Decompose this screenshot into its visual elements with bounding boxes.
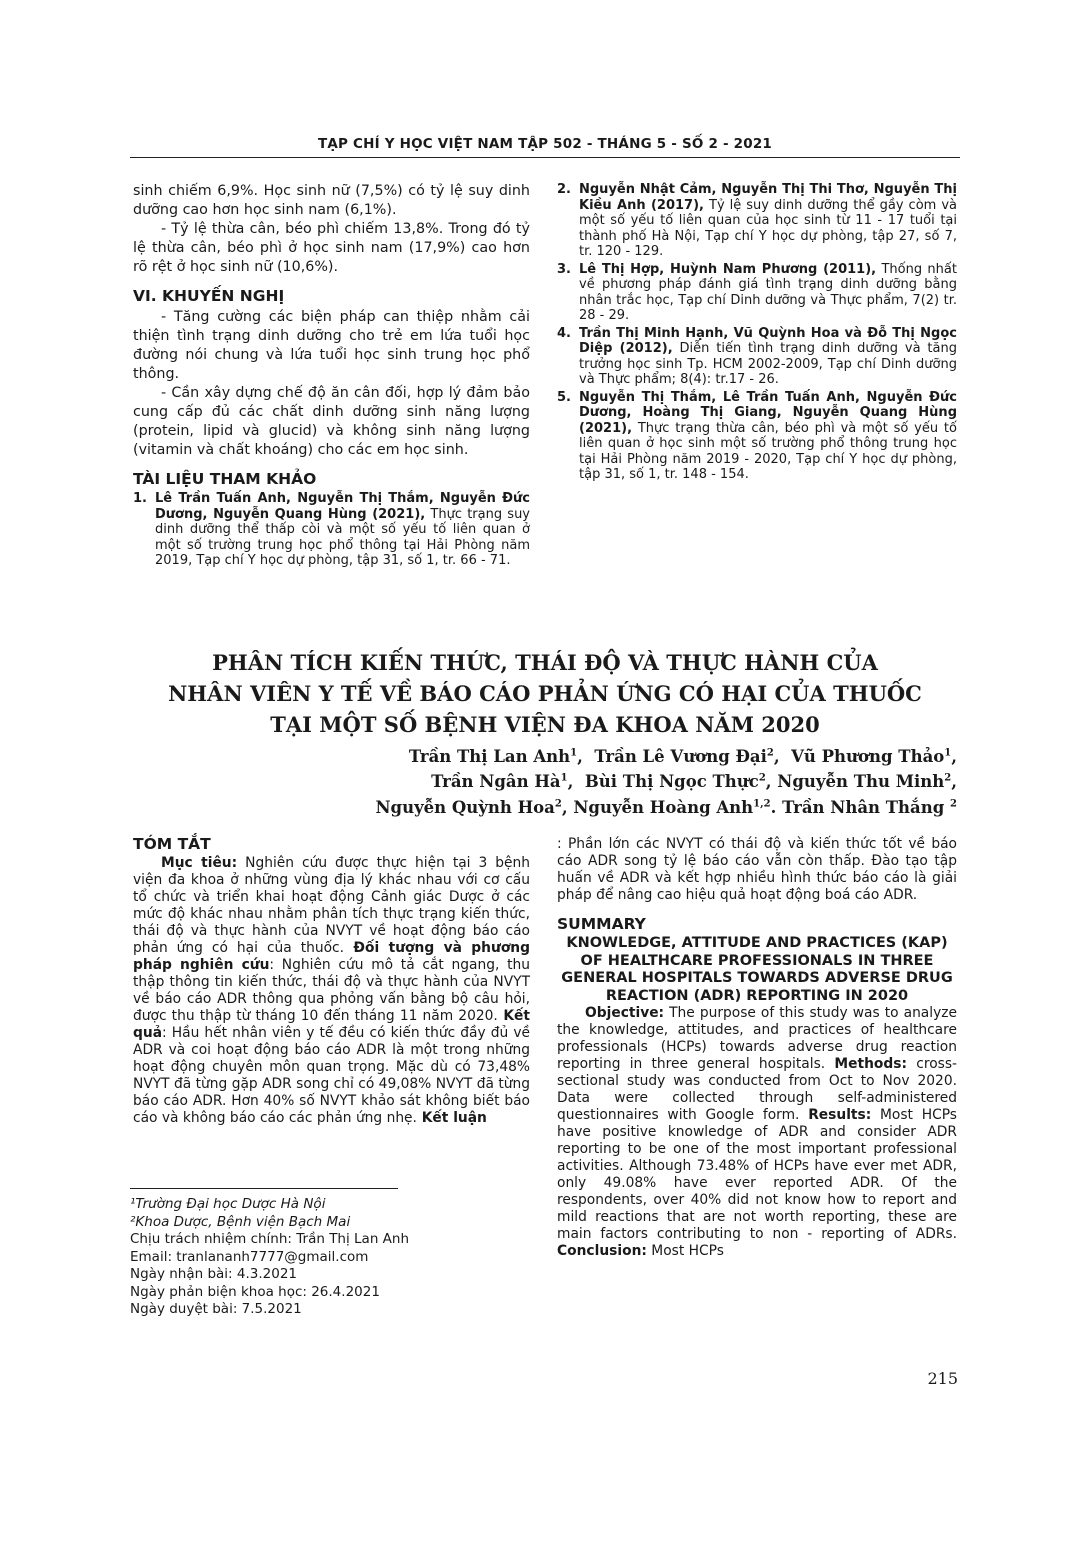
abstract-vi-conclusion: : Phần lớn các NVYT có thái độ và kiến thức tốt về báo cáo ADR song tỷ lệ báo cáo vẫn còn thấp. Đào tạo tập huấn về ADR và kết hợp nhiều hình thức báo cáo là giải pháp để nâng cao hiệu quả hoạt động boá cáo ADR.	[557, 836, 957, 903]
abstract-vi	[133, 836, 530, 1127]
author-line-1: Trần Thị Lan Anh$^1$, Trần Lê Vương Đại$^2$, Vũ Phương Thảo$^1$,	[408, 747, 957, 766]
paragraph: sinh chiếm 6,9%. Học sinh nữ (7,5%) có tỷ lệ suy dinh dưỡng cao hơn học sinh nam (6,1%).	[133, 183, 530, 218]
date-reviewed: Ngày phản biện khoa học: 26.4.2021	[130, 1283, 380, 1300]
reference-item: 5. Nguyễn Thị Thắm, Lê Trần Tuấn Anh, Nguyễn Đức Dương, Hoàng Thị Giang, Nguyễn Quang Hùng (2021), Thực trạng thừa cân, béo phì và một số yếu tố liên quan ở học sinh một số trường phổ thông trung học tại Hải Phòng năm 2019 - 2020, Tạp chí Y học dự phòng, tập 31, số 1, tr. 148 - 154.	[557, 389, 957, 482]
affiliation-2: ²Khoa Dược, Bệnh viện Bạch Mai	[130, 1213, 351, 1230]
summary-text: Objective: The purpose of this study was to analyze the knowledge, attitudes, and practices of healthcare professionals (HCPs) towards adverse drug reaction reporting in three general hospitals. Methods: cross-sectional study was conducted from Oct to Nov 2020. Data were collected through self-administered questionnaires with Google form. Results: Most HCPs have positive knowledge of ADR and consider ADR reporting to be one of the most important professional activities. Although 73.48% of HCPs have ever met ADR, only 49.08% have ever reported ADR. Of the respondents, over 40% did not know how to report and mild reactions that are not worth reporting, these are main factors contributing to non - reporting of ADRs. Conclusion: Most HCPs	[557, 1005, 958, 1259]
reference-item: 3. Lê Thị Hợp, Huỳnh Nam Phương (2011), Thống nhất về phương pháp đánh giá tình trạng dinh dưỡng bằng nhân trắc học, Tạp chí Dinh dưỡng và Thực phẩm, 7(2) tr. 28 - 29.	[557, 261, 957, 323]
summary-heading: SUMMARY	[557, 915, 646, 933]
date-accepted: Ngày duyệt bài: 7.5.2021	[130, 1301, 302, 1317]
affiliation-1: ¹Trường Đại học Dược Hà Nội	[130, 1196, 326, 1212]
left-column-top	[133, 182, 530, 569]
article-title: PHÂN TÍCH KIẾN THỨC, THÁI ĐỘ VÀ THỰC HÀNH CỦA NHÂN VIÊN Y TẾ VỀ BÁO CÁO PHẢN ỨNG CÓ HẠI CỦA THUỐC TẠI MỘT SỐ BỆNH VIỆN ĐA KHOA NĂM 2020	[168, 650, 922, 737]
paragraph: - Tỷ lệ thừa cân, béo phì chiếm 13,8%. Trong đó tỷ lệ thừa cân, béo phì ở học sinh nam (17,9%) cao hơn rõ rệt ở học sinh nữ (10,6%).	[133, 221, 530, 275]
right-column-references	[557, 182, 957, 483]
abstract-heading: TÓM TẮT	[133, 835, 211, 853]
section-heading-recommend: VI. KHUYẾN NGHỊ	[133, 287, 285, 305]
summary-title: KNOWLEDGE, ATTITUDE AND PRACTICES (KAP) OF HEALTHCARE PROFESSIONALS IN THREE GENERAL HOSPITALS TOWARDS ADVERSE DRUG REACTION (ADR) REPORTING IN 2020	[561, 935, 953, 1004]
email: Email: tranlananh7777@gmail.com	[130, 1248, 369, 1265]
date-received: Ngày nhận bài: 4.3.2021	[130, 1266, 298, 1282]
corresponding-author: Chịu trách nhiệm chính: Trần Thị Lan Anh	[130, 1231, 410, 1247]
page-number: 215	[927, 1369, 958, 1388]
footnote-rule	[130, 1188, 398, 1189]
author-line-3: Nguyễn Quỳnh Hoa$^2$, Nguyễn Hoàng Anh$^{1,2}$. Trần Nhân Thắng $^2$	[375, 798, 957, 817]
reference-item: 4. Trần Thị Minh Hạnh, Vũ Quỳnh Hoa và Đỗ Thị Ngọc Diệp (2012), Diễn tiến tình trạng dinh dưỡng và tăng trưởng học sinh Tp. HCM 2002-2009, Tạp chí Dinh dưỡng và Thực phẩm; 8(4): tr.17 - 26.	[557, 325, 957, 387]
header-rule	[130, 157, 960, 158]
abstract-right-column	[557, 836, 957, 1260]
reference-item: 1. Lê Trần Tuấn Anh, Nguyễn Thị Thắm, Nguyễn Đức Dương, Nguyễn Quang Hùng (2021), Thực trạng suy dinh dưỡng thể thấp còi và một số yếu tố liên quan ở một số trường trung học phổ thông tại Hải Phòng năm 2019, Tạp chí Y học dự phòng, tập 31, số 1, tr. 66 - 71.	[133, 491, 531, 568]
section-heading-references: TÀI LIỆU THAM KHẢO	[133, 470, 317, 488]
reference-item: 2. Nguyễn Nhật Cảm, Nguyễn Thị Thi Thơ, Nguyễn Thị Kiều Anh (2017), Tỷ lệ suy dinh dưỡng thể gầy còm và một số yếu tố liên quan của học sinh từ 11 - 17 tuổi tại thành phố Hà Nội, Tạp chí Y học dự phòng, tập 27, số 7, tr. 120 - 129.	[557, 182, 957, 259]
paragraph: - Cần xây dựng chế độ ăn cân đối, hợp lý đảm bảo cung cấp đủ các chất dinh dưỡng sinh năng lượng (protein, lipid và glucid) và không sinh năng lượng (vitamin và chất khoáng) cho các em học sinh.	[133, 385, 530, 458]
footnotes	[130, 1196, 530, 1319]
abstract-vi-text: Mục tiêu: Nghiên cứu được thực hiện tại 3 bệnh viện đa khoa ở những vùng địa lý khác nhau với cơ cấu tổ chức và triển khai hoạt động Cảnh giác Dược ở các mức độ khác nhau nhằm phân tích thực trạng kiến thức, thái độ và thực hành của NVYT về hoạt động báo cáo phản ứng có hại của thuốc. Đối tượng và phương pháp nghiên cứu: Nghiên cứu mô tả cắt ngang, thu thập thông tin kiến thức, thái độ và thực hành của NVYT về báo cáo ADR thông qua phỏng vấn bằng bộ câu hỏi, được thu thập từ tháng 10 đến tháng 11 năm 2020. Kết quả: Hầu hết nhân viên y tế đều có kiến thức đầy đủ về ADR và coi hoạt động báo cáo ADR là một trong những hoạt động chuyên môn quan trọng. Mặc dù có 73,48% NVYT đã từng gặp ADR song chỉ có 49,08% NVYT đã từng báo cáo ADR. Hơn 40% số NVYT khảo sát không biết báo cáo và không báo cáo các phản ứng nhẹ. Kết luận	[133, 855, 531, 1126]
author-line-2: Trần Ngân $Hà^1$, Bùi Thị Ngọc Thực$^2$, Nguyễn Thu Minh$^2$,	[431, 772, 957, 791]
paragraph: - Tăng cường các biện pháp can thiệp nhằm cải thiện tình trạng dinh dưỡng cho trẻ em lứa tuổi học đường nói chung và lứa tuổi học sinh trung học phổ thông.	[133, 309, 530, 382]
journal-header: TẠP CHÍ Y HỌC VIỆT NAM TẬP 502 - THÁNG 5 - SỐ 2 - 2021	[317, 136, 773, 152]
